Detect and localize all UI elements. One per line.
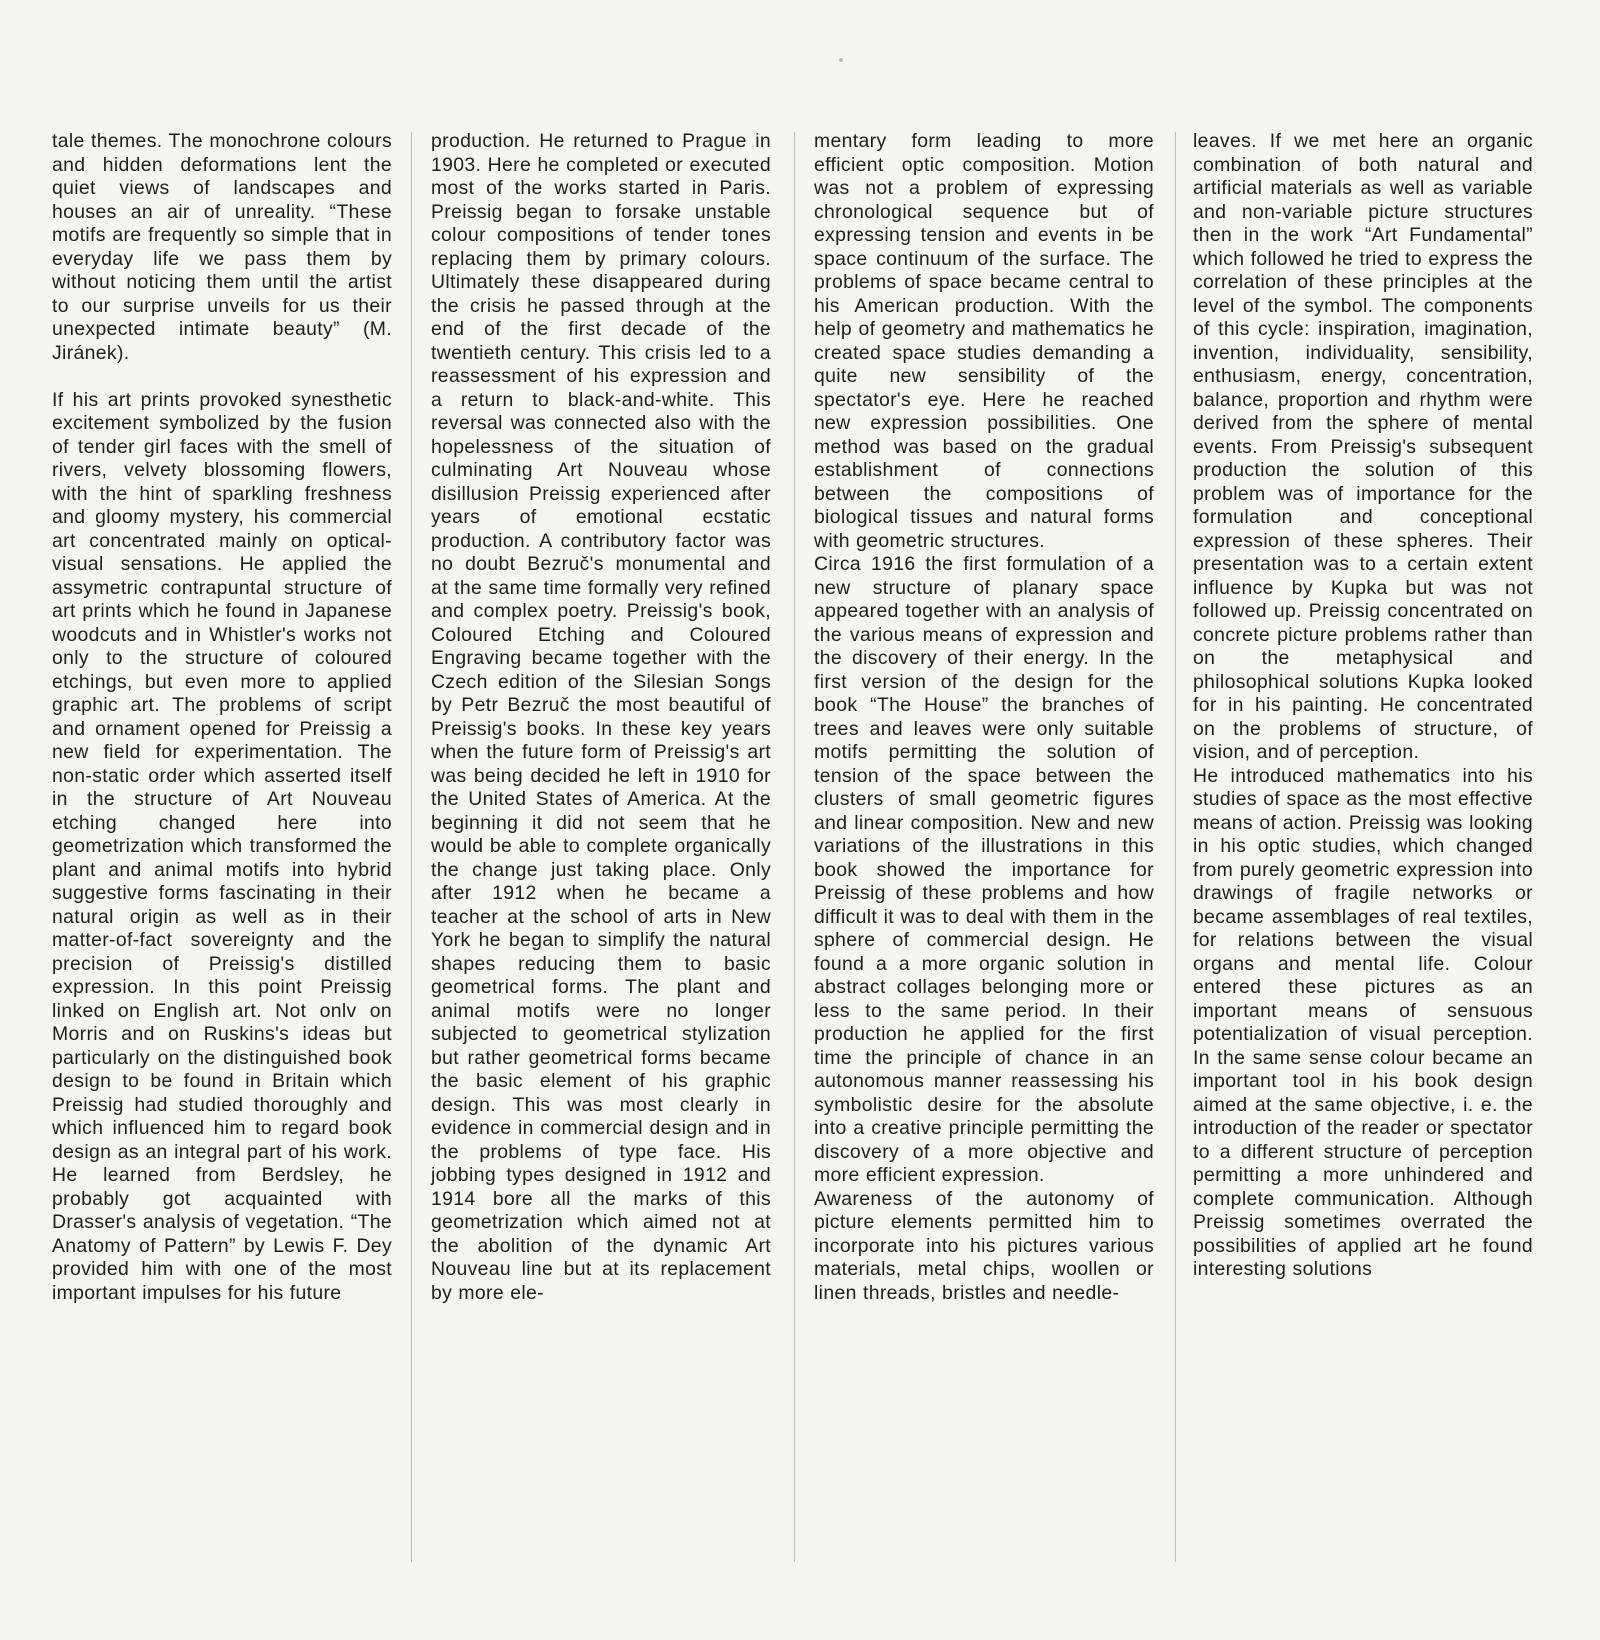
paragraph: leaves. If we met here an organic combination of both natural and artificial materials as well as variable and non-variable picture structures then in the work “Art Fundamental” which followed he tried to express the correlation of these principles at the level of the symbol. The components of this cycle: inspiration, imagination, invention, individuality, sensibility, enthusiasm, energy, concentration, balance, proportion and rhythm were derived from the sphere of mental events. From Preissig's subsequent production the solution of this problem was of importance for the formulation and conceptional expression of these spheres. Their presentation was to a certain extent influence by Kupka but was not followed up. Preissig concentrated on concrete picture problems rather than on the metaphysical and philosophical solutions Kupka looked for in his painting. He concentrated on the problems of structure, of vision, and of perception. xyxy=(1193,130,1533,763)
paragraph: Awareness of the autonomy of picture elements permitted him to incorporate into his pictures various materials, metal chips, woollen or linen threads, bristles and needle- xyxy=(814,1187,1154,1304)
paragraph: mentary form leading to more efficient optic composition. Motion was not a problem of expressing chronological sequence but of expressing tension and events in be space continuum of the surface. The problems of space became central to his American production. With the help of geometry and mathematics he created space studies demanding a quite new sensibility of the spectator's eye. Here he reached new expression possibilities. One method was based on the gradual establishment of connections between the compositions of biological tissues and natural forms with geometric structures. xyxy=(814,130,1154,552)
text-column-2 xyxy=(431,130,771,1305)
paragraph: He introduced mathematics into his studies of space as the most effective means of action. Preissig was looking in his optic studies, which changed from purely geometric expression into drawings of fragile networks or became assemblages of real textiles, for relations between the visual organs and mental life. Colour entered these pictures as an important means of sensuous potentialization of visual perception. In the same sense colour became an important tool in his book design aimed at the same objective, i. e. the introduction of the reader or spectator to a different structure of perception permitting a more unhindered and complete communication. Although Preissig sometimes overrated the possibilities of applied art he found interesting solutions xyxy=(1193,764,1533,1280)
column-divider xyxy=(411,132,412,1562)
paragraph: tale themes. The monochrone colours and hidden deformations lent the quiet views of landscapes and houses an air of unreality. “These motifs are frequently so simple that in everyday life we pass them by without noticing them until the artist to our surprise unveils for us their unexpected intimate beauty” (M. Jiránek). xyxy=(52,130,392,364)
paragraph: production. He returned to Prague in 1903. Here he completed or executed most of the works started in Paris. Preissig began to forsake unstable colour compositions of tender tones replacing them by primary colours. Ultimately these disappeared during the crisis he passed through at the end of the first decade of the twentieth century. This crisis led to a reassessment of his expression and a return to black-and-white. This reversal was connected also with the hopelessness of the situation of culminating Art Nouveau whose disillusion Preissig experienced after years of emotional ecstatic production. A contributory factor was no doubt Bezruč's monumental and at the same time formally very refined and complex poetry. Preissig's book, Coloured Etching and Coloured Engraving became together with the Czech edition of the Silesian Songs by Petr Bezruč the most beautiful of Preissig's books. In these key years when the future form of Preissig's art was being decided he left in 1910 for the United States of America. At the beginning it did not seem that he would be able to complete organically the change just taking place. Only after 1912 when he became a teacher at the school of arts in New York he began to simplify the natural shapes reducing them to basic geometrical forms. The plant and animal motifs were no longer subjected to geometrical stylization but rather geometrical forms became the basic element of his graphic design. This was most clearly in evidence in commercial design and in the problems of type face. His jobbing types designed in 1912 and 1914 bore all the marks of this geometrization which aimed not at the abolition of the dynamic Art Nouveau line but at its replacement by more ele- xyxy=(431,130,771,1304)
paragraph: Circa 1916 the first formulation of a new structure of planary space appeared together with an analysis of the various means of expression and the discovery of their energy. In the first version of the design for the book “The House” the branches of trees and leaves were only suitable motifs permitting the solution of tension of the space between the clusters of small geometric figures and linear composition. New and new variations of the illustrations in this book showed the importance for Preissig of these problems and how difficult it was to deal with them in the sphere of commercial design. He found a a more organic solution in abstract collages belonging more or less to the same period. In their production he applied for the first time the principle of chance in an autonomous manner reassessing his symbolistic desire for the absolute into a creative principle permitting the discovery of a more objective and more efficient expression. xyxy=(814,553,1154,1186)
column-divider xyxy=(1175,132,1176,1562)
column-divider xyxy=(794,132,795,1562)
text-column-3 xyxy=(814,130,1154,1305)
text-column-4 xyxy=(1193,130,1533,1282)
paragraph: If his art prints provoked synesthetic excitement symbolized by the fusion of tender girl faces with the smell of rivers, velvety blossoming flowers, with the hint of sparkling freshness and gloomy mystery, his commercial art concentrated mainly on optical-visual sensations. He applied the assymetric contrapuntal structure of art prints which he found in Japanese woodcuts and in Whistler's works not only to the structure of coloured etchings, but even more to applied graphic art. The problems of script and ornament opened for Preissig a new field for experimentation. The non-static order which asserted itself in the structure of Art Nouveau etching changed here into geometrization which transformed the plant and animal motifs into hybrid suggestive forms fascinating in their natural origin as well as in their matter-of-fact sovereignty and the precision of Preissig's distilled expression. In this point Preissig linked on English art. Not onlv on Morris and on Ruskins's ideas but particularly on the distinguished book design to be found in Britain which Preissig had studied thoroughly and which influenced him to regard book design as an integral part of his work. He learned from Berdsley, he probably got acquainted with Drasser's analysis of vegetation. “The Anatomy of Pattern” by Lewis F. Dey provided him with one of the most important impulses for his future xyxy=(52,388,392,1304)
page-dot xyxy=(839,58,843,62)
text-column-1 xyxy=(52,130,392,1305)
